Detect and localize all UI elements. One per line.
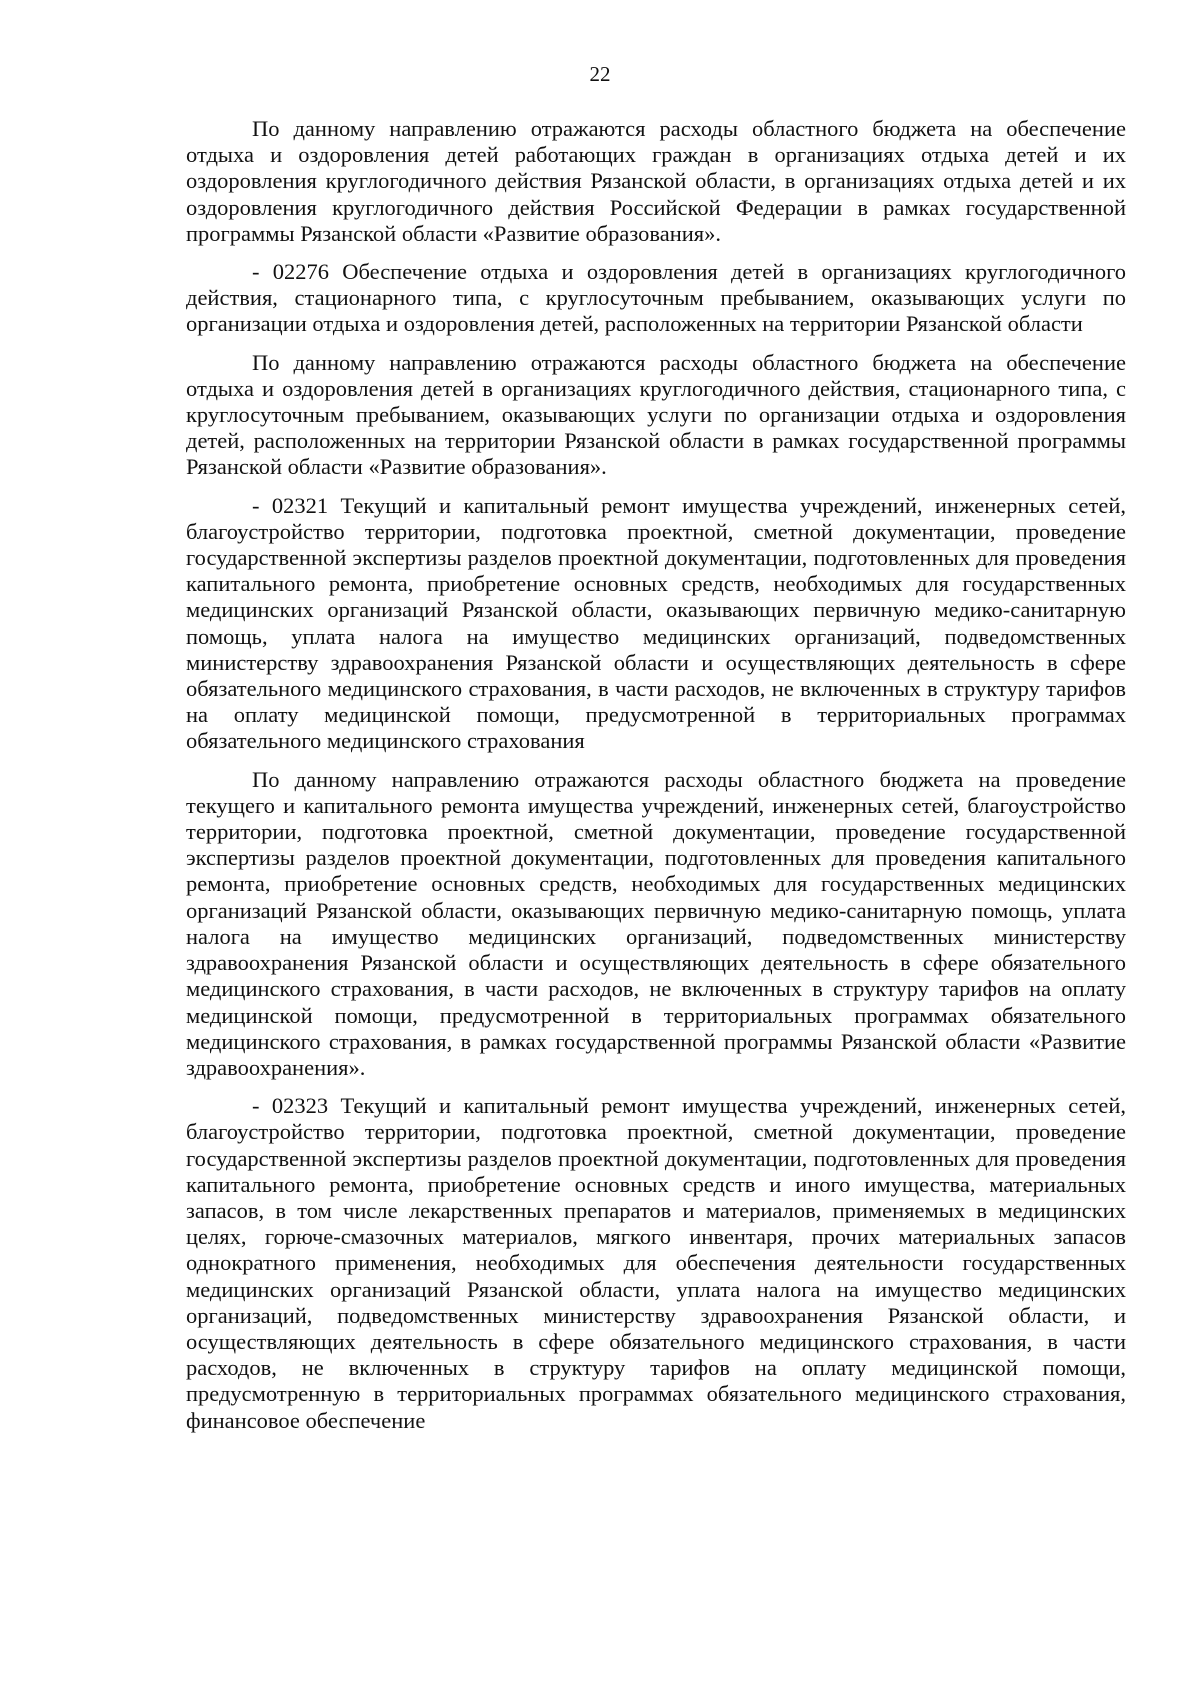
paragraph-expenses-children-rest-stationary: По данному направлению отражаются расходы областного бюджета на обеспечение отдыха и оздоровления детей в организациях круглогодичного действия, стационарного типа, с круглосуточным пребыванием, оказывающих услуги по организации отдыха и оздоровления детей, расположенных на территории Рязанской области в рамках государственной программы Рязанской области «Развитие образования». (186, 349, 1126, 480)
paragraph-code-02323: - 02323 Текущий и капитальный ремонт имущества учреждений, инженерных сетей, благоустройство территории, подготовка проектной, сметной документации, проведение государственной экспертизы разделов проектной документации, подготовленных для проведения капитального ремонта, приобретение основных средств и иного имущества, материальных запасов, в том числе лекарственных препаратов и материалов, применяемых в медицинских целях, горюче-смазочных материалов, мягкого инвентаря, прочих материальных запасов однократного применения, необходимых для обеспечения деятельности государственных медицинских организаций Рязанской области, уплата налога на имущество медицинских организаций, подведомственных министерству здравоохранения Рязанской области, и осуществляющих деятельность в сфере обязательного медицинского страхования, в части расходов, не включенных в структуру тарифов на оплату медицинской помощи, предусмотренную в территориальных программах обязательного медицинского страхования, финансовое обеспечение (186, 1093, 1126, 1433)
document-body (186, 116, 1126, 1434)
paragraph-code-02276: - 02276 Обеспечение отдыха и оздоровления детей в организациях круглогодичного действия, стационарного типа, с круглосуточным пребыванием, оказывающих услуги по организации отдыха и оздоровления детей, расположенных на территории Рязанской области (186, 259, 1126, 337)
paragraph-expenses-repair-medical: По данному направлению отражаются расходы областного бюджета на проведение текущего и капитального ремонта имущества учреждений, инженерных сетей, благоустройство территории, подготовка проектной, сметной документации, проведение государственной экспертизы разделов проектной документации, подготовленных для проведения капитального ремонта, приобретение основных средств, необходимых для государственных медицинских организаций Рязанской области, оказывающих первичную медико-санитарную помощь, уплата налога на имущество медицинских организаций, подведомственных министерству здравоохранения Рязанской области и осуществляющих деятельность в сфере обязательного медицинского страхования, в части расходов, не включенных в структуру тарифов на оплату медицинской помощи, предусмотренной в территориальных программах обязательного медицинского страхования, в рамках государственной программы Рязанской области «Развитие здравоохранения». (186, 766, 1126, 1080)
page-number: 22 (589, 62, 611, 86)
paragraph-expenses-children-rest-workers: По данному направлению отражаются расходы областного бюджета на обеспечение отдыха и оздоровления детей работающих граждан в организациях отдыха детей и их оздоровления круглогодичного действия Рязанской области, в организациях отдыха детей и их оздоровления круглогодичного действия Российской Федерации в рамках государственной программы Рязанской области «Развитие образования». (186, 116, 1126, 246)
paragraph-code-02321: - 02321 Текущий и капитальный ремонт имущества учреждений, инженерных сетей, благоустройство территории, подготовка проектной, сметной документации, проведение государственной экспертизы разделов проектной документации, подготовленных для проведения капитального ремонта, приобретение основных средств, необходимых для государственных медицинских организаций Рязанской области, оказывающих первичную медико-санитарную помощь, уплата налога на имущество медицинских организаций, подведомственных министерству здравоохранения Рязанской области и осуществляющих деятельность в сфере обязательного медицинского страхования, в части расходов, не включенных в структуру тарифов на оплату медицинской помощи, предусмотренной в территориальных программах обязательного медицинского страхования (186, 492, 1126, 754)
